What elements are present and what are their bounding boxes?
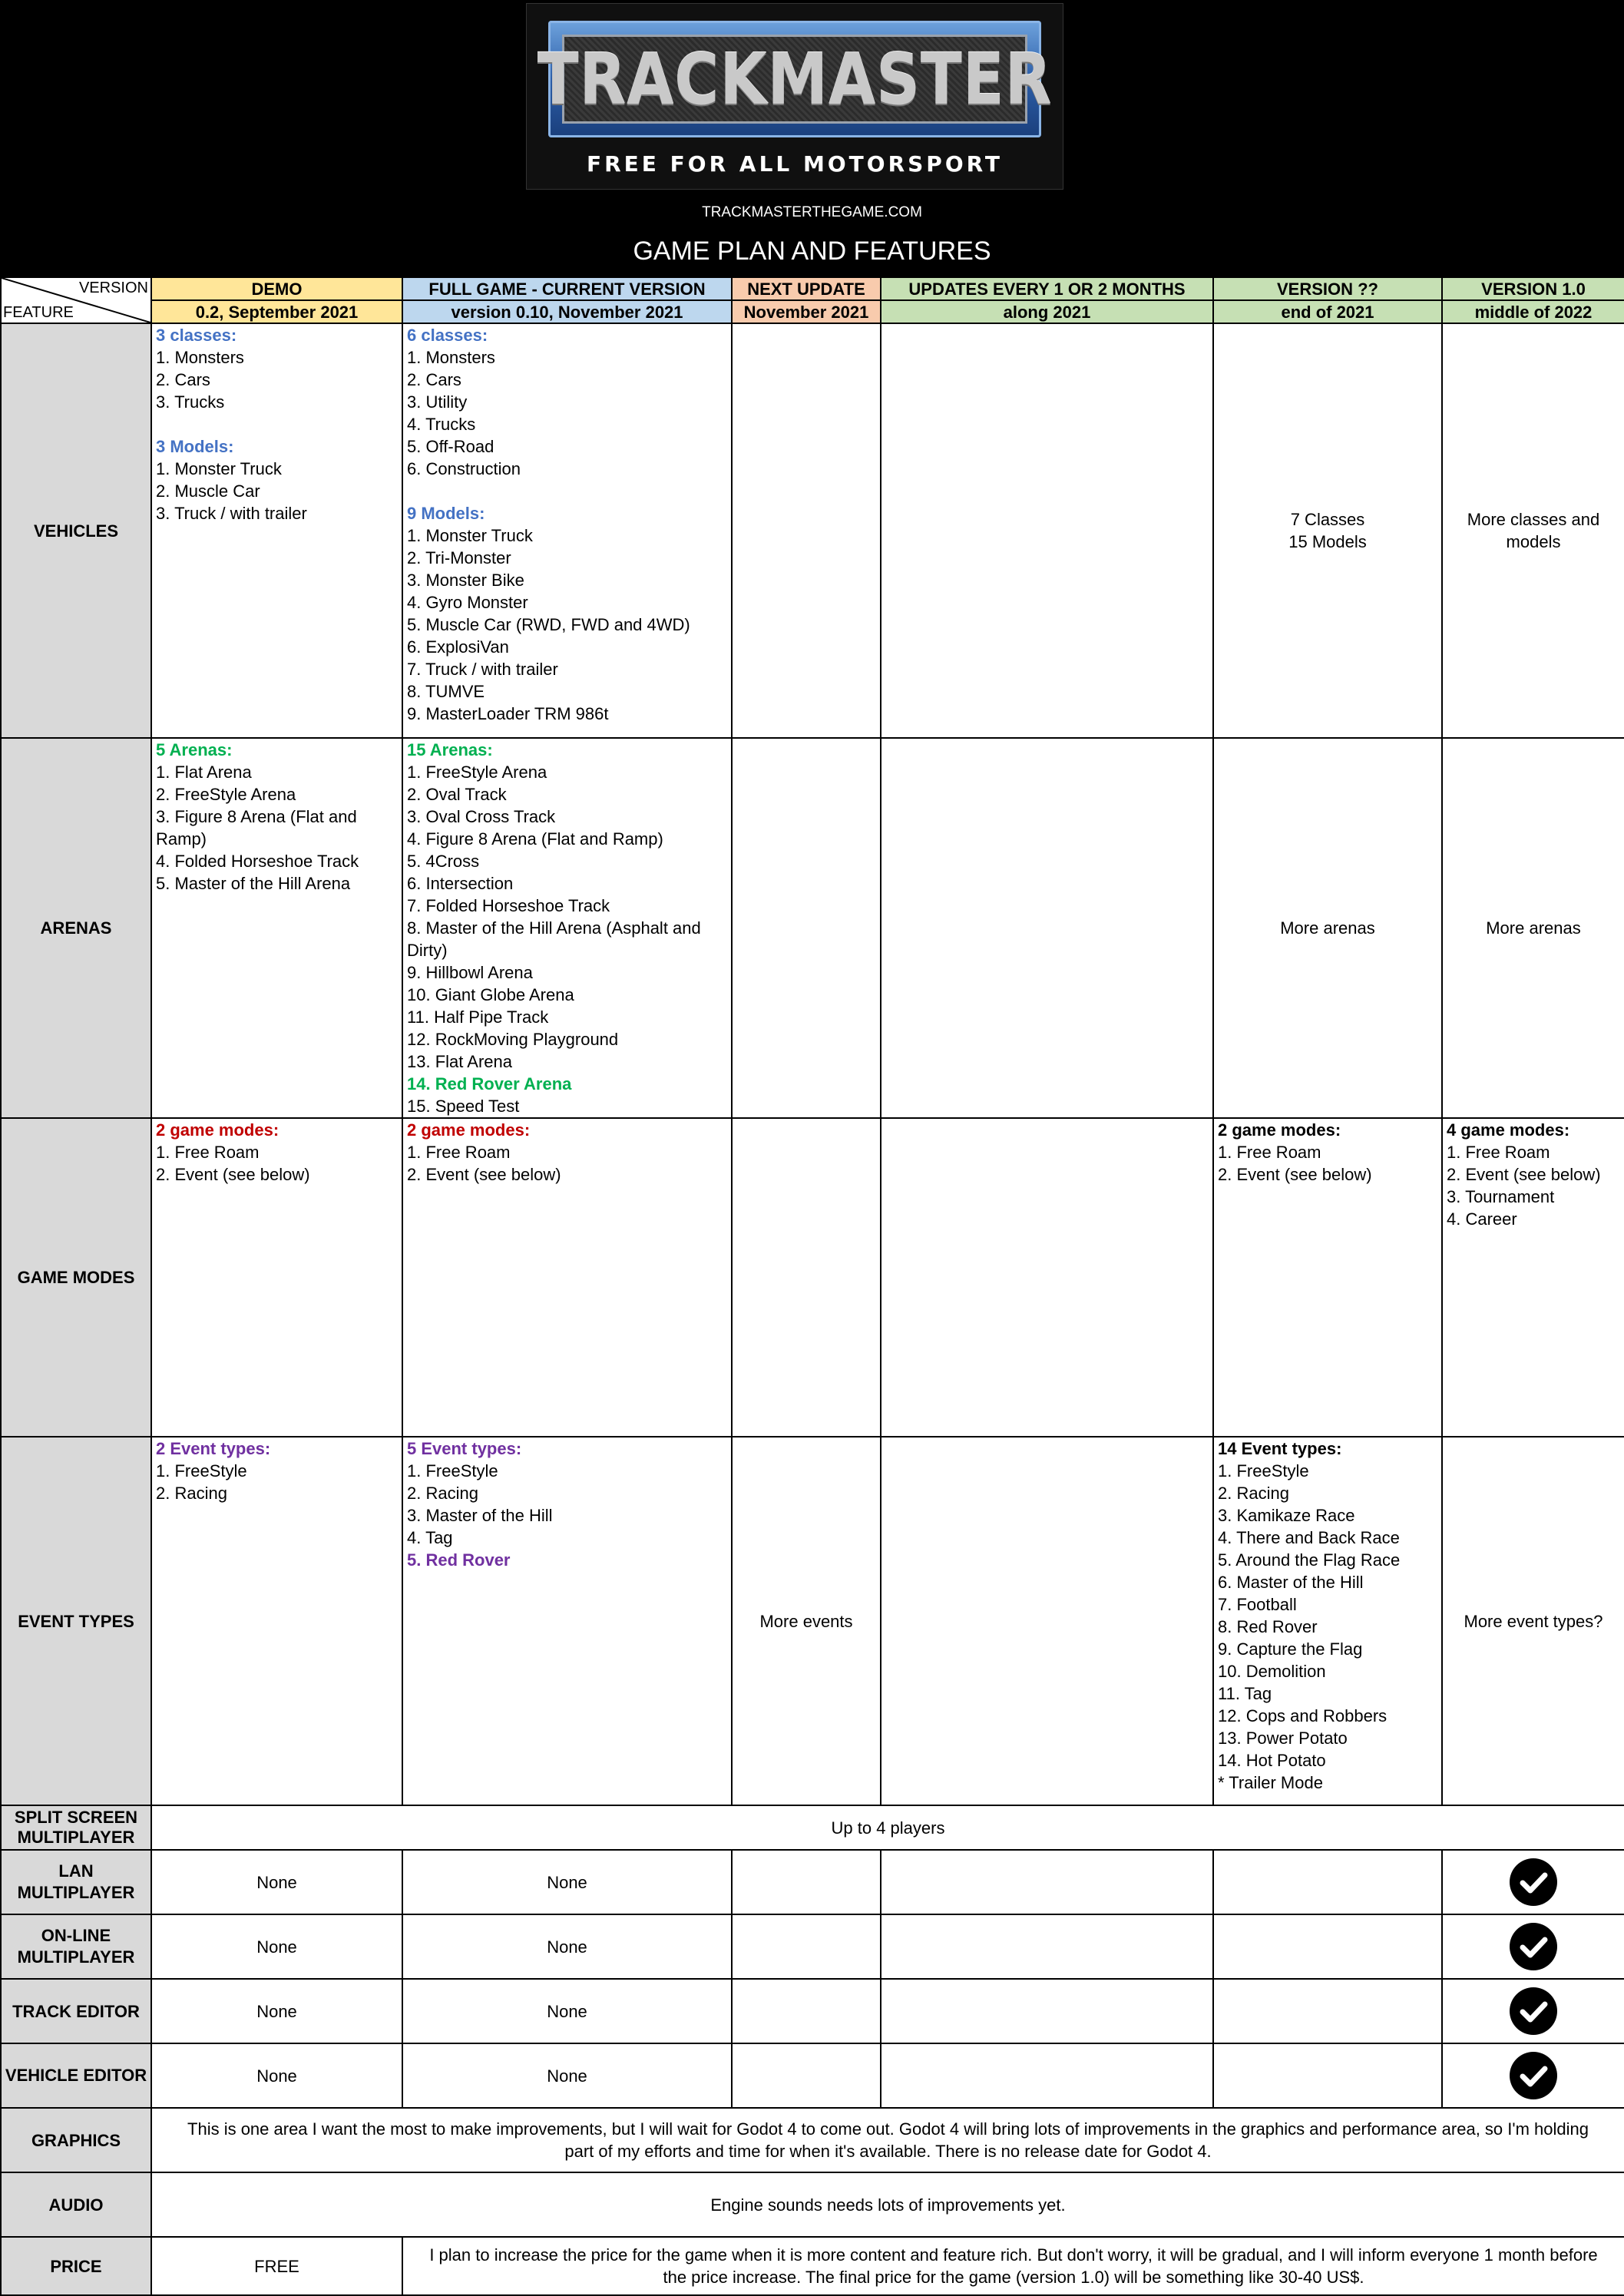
list-item: 3. Figure 8 Arena (Flat and Ramp) — [156, 807, 357, 849]
list-item: 6. Construction — [407, 459, 521, 478]
event-types-vq-heading: 14 Event types: — [1218, 1439, 1342, 1458]
event-types-full — [402, 1437, 732, 1805]
list-item: 2. Racing — [156, 1484, 227, 1503]
track-editor-next-update — [732, 1979, 881, 2043]
feature-audio: AUDIO — [1, 2172, 151, 2237]
list-item: 3. Master of the Hill — [407, 1506, 553, 1525]
list-item: 1. Monsters — [156, 348, 244, 367]
game-modes-version-1 — [1442, 1118, 1624, 1437]
online-version-qq — [1213, 1914, 1442, 1979]
list-item: 1. Free Roam — [1218, 1143, 1321, 1162]
list-item: 4. Figure 8 Arena (Flat and Ramp) — [407, 829, 663, 849]
lan-updates — [881, 1850, 1213, 1914]
vehicles-vq-models: 15 Models — [1288, 532, 1367, 551]
list-item-highlight: 14. Red Rover Arena — [407, 1074, 572, 1093]
list-item: 2. FreeStyle Arena — [156, 785, 296, 804]
split-screen-value: Up to 4 players — [151, 1805, 1624, 1850]
list-item: 2. Event (see below) — [1218, 1165, 1372, 1184]
list-item: 5. Master of the Hill Arena — [156, 874, 351, 893]
list-item: 2. Cars — [156, 370, 210, 389]
list-item: 8. Red Rover — [1218, 1617, 1318, 1636]
list-item: 1. FreeStyle — [156, 1461, 247, 1480]
event-types-demo-heading: 2 Event types: — [156, 1439, 271, 1458]
arenas-demo-heading: 5 Arenas: — [156, 740, 233, 759]
list-item: 4. Folded Horseshoe Track — [156, 852, 359, 871]
list-item: 3. Monster Bike — [407, 571, 524, 590]
col-date-next-update: November 2021 — [732, 300, 881, 323]
list-item: 1. Free Roam — [1447, 1143, 1550, 1162]
vehicle-editor-next-update — [732, 2043, 881, 2108]
list-item: 2. Tri-Monster — [407, 548, 511, 567]
feature-track-editor: TRACK EDITOR — [1, 1979, 151, 2043]
row-track-editor — [1, 1979, 1624, 2043]
row-price — [1, 2237, 1624, 2295]
list-item: 2. Racing — [407, 1484, 478, 1503]
list-item: 3. Truck / with trailer — [156, 504, 307, 523]
list-item: 12. Cops and Robbers — [1218, 1706, 1388, 1725]
vehicles-next-update — [732, 323, 881, 738]
list-item: 2. Oval Track — [407, 785, 507, 804]
list-item: 1. Free Roam — [407, 1143, 511, 1162]
list-item: 4. Gyro Monster — [407, 593, 528, 612]
list-item: 12. RockMoving Playground — [407, 1030, 619, 1049]
game-modes-vq-heading: 2 game modes: — [1218, 1120, 1341, 1140]
list-item: 11. Half Pipe Track — [407, 1007, 549, 1027]
list-item: 1. Free Roam — [156, 1143, 260, 1162]
online-next-update — [732, 1914, 881, 1979]
list-item: 7. Truck / with trailer — [407, 660, 558, 679]
vehicle-editor-demo: None — [151, 2043, 402, 2108]
header-row-dates — [1, 300, 1624, 323]
feature-arenas: ARENAS — [1, 738, 151, 1118]
list-item: 2. Event (see below) — [1447, 1165, 1601, 1184]
list-item: 2. Cars — [407, 370, 461, 389]
list-item: 1. FreeStyle — [1218, 1461, 1309, 1480]
track-editor-full: None — [402, 1979, 732, 2043]
spacer — [156, 413, 398, 435]
audio-text: Engine sounds needs lots of improvements yet. — [151, 2172, 1624, 2237]
col-title-version-1: VERSION 1.0 — [1442, 277, 1624, 300]
page-header — [0, 0, 1624, 276]
graphics-text: This is one area I want the most to make improvements, but I will wait for Godot 4 to come out. Godot 4 will bring lots of improvements in the graphics and performance area, so I'm holding part of my efforts and time for when it's available. There is no release date for Godot 4. — [151, 2108, 1624, 2172]
list-item: 9. MasterLoader TRM 986t — [407, 704, 609, 723]
price-text: I plan to increase the price for the game when it is more content and feature rich. But don't worry, it will be gradual, and I will inform everyone 1 month before the price increase. The final price for the game (version 1.0) will be something like 30-40 US$. — [402, 2237, 1624, 2295]
online-demo: None — [151, 1914, 402, 1979]
col-date-updates: along 2021 — [881, 300, 1213, 323]
track-editor-demo: None — [151, 1979, 402, 2043]
lan-full: None — [402, 1850, 732, 1914]
list-item: 5. Around the Flag Race — [1218, 1550, 1401, 1570]
list-item-highlight: 5. Red Rover — [407, 1550, 511, 1570]
logo-plate — [537, 21, 1053, 137]
row-vehicles — [1, 323, 1624, 738]
list-item: * Trailer Mode — [1218, 1773, 1323, 1792]
col-date-demo: 0.2, September 2021 — [151, 300, 402, 323]
list-item: 4. Tag — [407, 1528, 453, 1547]
game-modes-version-qq — [1213, 1118, 1442, 1437]
vehicles-version-1: More classes and models — [1442, 323, 1624, 738]
list-item: 7. Football — [1218, 1595, 1297, 1614]
event-types-updates — [881, 1437, 1213, 1805]
list-item: 3. Tournament — [1447, 1187, 1555, 1206]
price-demo: FREE — [151, 2237, 402, 2295]
lan-demo: None — [151, 1850, 402, 1914]
event-types-version-qq — [1213, 1437, 1442, 1805]
game-modes-next-update — [732, 1118, 881, 1437]
game-modes-demo-heading: 2 game modes: — [156, 1120, 279, 1140]
list-item: 6. ExplosiVan — [407, 637, 509, 657]
list-item: 2. Muscle Car — [156, 481, 260, 501]
list-item: 11. Tag — [1218, 1684, 1272, 1703]
checkmark-icon — [1510, 1987, 1557, 2035]
list-item: 10. Demolition — [1218, 1662, 1326, 1681]
vehicles-vq-classes: 7 Classes — [1290, 510, 1365, 529]
page-title: GAME PLAN AND FEATURES — [633, 237, 991, 266]
row-graphics — [1, 2108, 1624, 2172]
list-item: 1. FreeStyle — [407, 1461, 498, 1480]
row-game-modes — [1, 1118, 1624, 1437]
vehicle-editor-full: None — [402, 2043, 732, 2108]
list-item: 4. Career — [1447, 1209, 1517, 1229]
list-item: 6. Intersection — [407, 874, 514, 893]
vehicles-demo — [151, 323, 402, 738]
vehicles-demo-models-heading: 3 Models: — [156, 437, 234, 456]
logo-inner — [537, 35, 1053, 124]
list-item: 2. Event (see below) — [407, 1165, 561, 1184]
arenas-version-1: More arenas — [1442, 738, 1624, 1118]
list-item: 3. Utility — [407, 392, 468, 412]
game-modes-v1-heading: 4 game modes: — [1447, 1120, 1570, 1140]
checkmark-icon — [1510, 2052, 1557, 2099]
vehicles-version-qq — [1213, 323, 1442, 738]
arenas-demo — [151, 738, 402, 1118]
game-modes-updates — [881, 1118, 1213, 1437]
track-editor-version-qq — [1213, 1979, 1442, 2043]
online-full: None — [402, 1914, 732, 1979]
feature-vehicle-editor: VEHICLE EDITOR — [1, 2043, 151, 2108]
event-types-next-update: More events — [732, 1437, 881, 1805]
event-types-version-1: More event types? — [1442, 1437, 1624, 1805]
col-title-demo: DEMO — [151, 277, 402, 300]
logo-tagline: FREE FOR ALL MOTORSPORT — [586, 151, 1004, 177]
logo-text: TRACKMASTER — [537, 38, 1053, 121]
list-item: 15. Speed Test — [407, 1097, 520, 1116]
col-title-full-game: FULL GAME - CURRENT VERSION — [402, 277, 732, 300]
list-item: 5. Off-Road — [407, 437, 494, 456]
vehicles-full-classes-heading: 6 classes: — [407, 326, 488, 345]
event-types-full-heading: 5 Event types: — [407, 1439, 522, 1458]
feature-split-screen: SPLIT SCREEN MULTIPLAYER — [1, 1805, 151, 1850]
list-item: 3. Oval Cross Track — [407, 807, 556, 826]
website-url: TRACKMASTERTHEGAME.COM — [702, 204, 922, 220]
list-item: 1. Flat Arena — [156, 763, 252, 782]
col-date-full-game: version 0.10, November 2021 — [402, 300, 732, 323]
feature-graphics: GRAPHICS — [1, 2108, 151, 2172]
col-title-next-update: NEXT UPDATE — [732, 277, 881, 300]
lan-version-qq — [1213, 1850, 1442, 1914]
row-arenas — [1, 738, 1624, 1118]
col-date-version-qq: end of 2021 — [1213, 300, 1442, 323]
list-item: 10. Giant Globe Arena — [407, 985, 574, 1004]
track-editor-version-1 — [1442, 1979, 1624, 2043]
list-item: 13. Flat Arena — [407, 1052, 512, 1071]
game-modes-full-heading: 2 game modes: — [407, 1120, 531, 1140]
list-item: 13. Power Potato — [1218, 1729, 1348, 1748]
arenas-version-qq: More arenas — [1213, 738, 1442, 1118]
checkmark-icon — [1510, 1923, 1557, 1970]
list-item: 8. Master of the Hill Arena (Asphalt and Dirty) — [407, 918, 701, 960]
vehicles-demo-classes-heading: 3 classes: — [156, 326, 237, 345]
row-event-types — [1, 1437, 1624, 1805]
header-row-versions — [1, 277, 1624, 300]
feature-lan: LAN MULTIPLAYER — [1, 1850, 151, 1914]
corner-cell — [1, 277, 151, 323]
col-title-updates: UPDATES EVERY 1 OR 2 MONTHS — [881, 277, 1213, 300]
feature-label: FEATURE — [3, 304, 74, 321]
row-lan — [1, 1850, 1624, 1914]
online-version-1 — [1442, 1914, 1624, 1979]
game-modes-demo — [151, 1118, 402, 1437]
row-vehicle-editor — [1, 2043, 1624, 2108]
row-online — [1, 1914, 1624, 1979]
col-title-version-qq: VERSION ?? — [1213, 277, 1442, 300]
row-split-screen — [1, 1805, 1624, 1850]
arenas-full-heading: 15 Arenas: — [407, 740, 493, 759]
features-table — [0, 276, 1624, 2296]
list-item: 2. Racing — [1218, 1484, 1289, 1503]
list-item: 8. TUMVE — [407, 682, 485, 701]
vehicles-updates — [881, 323, 1213, 738]
lan-version-1 — [1442, 1850, 1624, 1914]
list-item: 14. Hot Potato — [1218, 1751, 1326, 1770]
list-item: 6. Master of the Hill — [1218, 1573, 1364, 1592]
list-item: 9. Capture the Flag — [1218, 1639, 1363, 1659]
feature-event-types: EVENT TYPES — [1, 1437, 151, 1805]
online-updates — [881, 1914, 1213, 1979]
checkmark-icon — [1510, 1858, 1557, 1906]
list-item: 1. FreeStyle Arena — [407, 763, 547, 782]
vehicles-full-models-heading: 9 Models: — [407, 504, 485, 523]
vehicle-editor-updates — [881, 2043, 1213, 2108]
feature-game-modes: GAME MODES — [1, 1118, 151, 1437]
list-item: 7. Folded Horseshoe Track — [407, 896, 610, 915]
list-item: 3. Kamikaze Race — [1218, 1506, 1355, 1525]
list-item: 4. Trucks — [407, 415, 476, 434]
list-item: 5. Muscle Car (RWD, FWD and 4WD) — [407, 615, 690, 634]
list-item: 2. Event (see below) — [156, 1165, 310, 1184]
list-item: 1. Monster Truck — [156, 459, 282, 478]
vehicle-editor-version-1 — [1442, 2043, 1624, 2108]
col-date-version-1: middle of 2022 — [1442, 300, 1624, 323]
arenas-updates — [881, 738, 1213, 1118]
list-item: 4. There and Back Race — [1218, 1528, 1400, 1547]
track-editor-updates — [881, 1979, 1213, 2043]
trackmaster-logo — [526, 3, 1063, 190]
spacer — [407, 480, 727, 502]
vehicles-full — [402, 323, 732, 738]
feature-vehicles: VEHICLES — [1, 323, 151, 738]
list-item: 1. Monster Truck — [407, 526, 533, 545]
event-types-demo — [151, 1437, 402, 1805]
list-item: 5. 4Cross — [407, 852, 480, 871]
lan-next-update — [732, 1850, 881, 1914]
feature-price: PRICE — [1, 2237, 151, 2295]
game-modes-full — [402, 1118, 732, 1437]
arenas-next-update — [732, 738, 881, 1118]
row-audio — [1, 2172, 1624, 2237]
list-item: 9. Hillbowl Arena — [407, 963, 533, 982]
list-item: 1. Monsters — [407, 348, 495, 367]
feature-online: ON-LINE MULTIPLAYER — [1, 1914, 151, 1979]
vehicle-editor-version-qq — [1213, 2043, 1442, 2108]
version-label: VERSION — [78, 280, 148, 296]
arenas-full — [402, 738, 732, 1118]
list-item: 3. Trucks — [156, 392, 225, 412]
